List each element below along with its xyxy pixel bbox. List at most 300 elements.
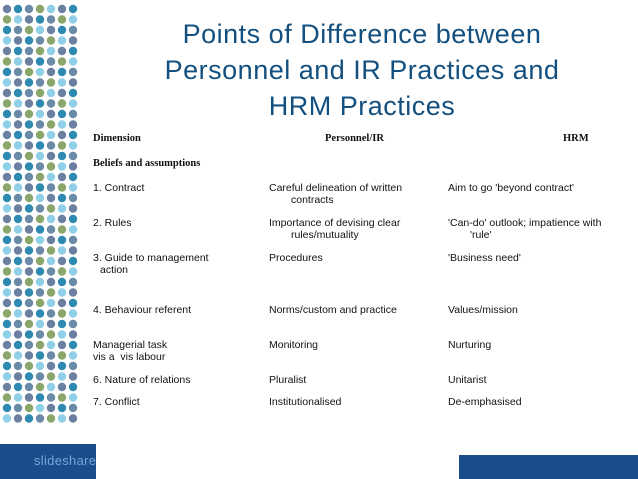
decorative-dot [3,278,11,286]
decorative-dot [58,246,66,254]
decorative-dot [25,47,33,55]
decorative-dot [47,215,55,223]
decorative-dot [3,68,11,76]
decorative-dot [25,299,33,307]
decorative-dot [69,204,77,212]
decorative-dot [47,225,55,233]
decorative-dot [47,236,55,244]
decorative-dot [47,288,55,296]
decorative-dot [58,414,66,422]
cell-hrm: De-emphasised [448,396,522,408]
decorative-dot [47,110,55,118]
decorative-dot [36,162,44,170]
decorative-dot [25,393,33,401]
decorative-dot [3,131,11,139]
header-dimension: Dimension [93,133,141,144]
decorative-dot [14,141,22,149]
decorative-dot [36,15,44,23]
decorative-dot [69,351,77,359]
decorative-dot [25,57,33,65]
decorative-dot [47,183,55,191]
decorative-dot [3,288,11,296]
decorative-dot [36,120,44,128]
decorative-dot [25,120,33,128]
decorative-dot [36,372,44,380]
decorative-dot [69,194,77,202]
decorative-dot [36,99,44,107]
decorative-dot [58,194,66,202]
decorative-dot [3,78,11,86]
decorative-dot [58,68,66,76]
decorative-dot [47,404,55,412]
decorative-dot [58,215,66,223]
decorative-dot [58,5,66,13]
decorative-dot [3,236,11,244]
decorative-dot [69,78,77,86]
decorative-dot [58,362,66,370]
decorative-dot [14,5,22,13]
decorative-dot [58,372,66,380]
decorative-dot [25,257,33,265]
decorative-dot [58,383,66,391]
decorative-dot [36,110,44,118]
decorative-dot [47,120,55,128]
decorative-dot [3,162,11,170]
table-row [93,396,623,416]
decorative-dot [69,57,77,65]
decorative-dot [3,351,11,359]
decorative-dot [36,246,44,254]
decorative-dot [25,194,33,202]
section-label: Beliefs and assumptions [93,158,201,169]
decorative-dot [25,225,33,233]
decorative-dot [47,246,55,254]
decorative-dot [58,152,66,160]
decorative-dot [58,288,66,296]
decorative-dot [36,351,44,359]
decorative-dot [14,162,22,170]
decorative-dot [14,267,22,275]
decorative-dot [58,341,66,349]
decorative-dot [25,309,33,317]
decorative-dot [69,236,77,244]
decorative-dot [3,309,11,317]
decorative-dot [3,341,11,349]
decorative-dot [14,194,22,202]
decorative-dot [58,47,66,55]
decorative-dot [3,267,11,275]
decorative-dot [69,152,77,160]
decorative-dot [14,110,22,118]
decorative-dot [69,414,77,422]
table-row [93,217,623,252]
decorative-dot [47,26,55,34]
decorative-dot [69,5,77,13]
decorative-dot [25,372,33,380]
decorative-dot [14,131,22,139]
cell-personnel: Norms/custom and practice [269,304,397,316]
decorative-dot [47,131,55,139]
decorative-dot [3,204,11,212]
decorative-dot [3,383,11,391]
decorative-dot [14,404,22,412]
decorative-dot [3,120,11,128]
decorative-dot [3,89,11,97]
decorative-dot [58,257,66,265]
title-line: Points of Difference between [182,19,542,49]
decorative-dot [58,393,66,401]
table-row [93,252,623,304]
decorative-dot [47,36,55,44]
decorative-dot [3,47,11,55]
decorative-dot [58,299,66,307]
decorative-dot [36,204,44,212]
decorative-dot [47,351,55,359]
decorative-dot [36,183,44,191]
decorative-dot [36,47,44,55]
decorative-dot [14,47,22,55]
decorative-dot [69,246,77,254]
cell-dimension: Managerial task vis a vis labour [93,339,168,363]
decorative-dot [36,36,44,44]
decorative-dot [69,131,77,139]
decorative-dot [14,372,22,380]
decorative-dot [25,89,33,97]
decorative-dot [25,141,33,149]
decorative-dot [58,330,66,338]
decorative-dot [3,152,11,160]
table-row [93,374,623,396]
decorative-dot [69,225,77,233]
table-row [93,339,623,374]
decorative-dot [58,120,66,128]
decorative-dot [47,57,55,65]
decorative-dot [3,330,11,338]
decorative-dot [58,351,66,359]
decorative-dot [3,372,11,380]
decorative-dot [58,320,66,328]
decorative-dot [3,194,11,202]
decorative-dot [36,141,44,149]
decorative-dot [14,330,22,338]
decorative-dot [14,78,22,86]
decorative-dot [14,309,22,317]
decorative-dot [58,404,66,412]
decorative-dot [58,110,66,118]
decorative-dot [69,99,77,107]
decorative-dot [14,278,22,286]
cell-dimension: 7. Conflict [93,396,140,408]
decorative-dot [69,47,77,55]
decorative-dot [14,393,22,401]
decorative-dot [25,414,33,422]
decorative-dot [69,341,77,349]
decorative-dot [25,36,33,44]
decorative-dot [36,68,44,76]
decorative-dot [36,173,44,181]
decorative-dot [25,204,33,212]
decorative-dot [47,393,55,401]
decorative-dot [69,362,77,370]
decorative-dot [3,215,11,223]
decorative-dot [25,383,33,391]
decorative-dot [25,110,33,118]
decorative-dot [3,173,11,181]
decorative-dot [69,383,77,391]
decorative-dot [69,26,77,34]
decorative-dot [25,320,33,328]
decorative-dot [69,372,77,380]
header-personnel: Personnel/IR [325,133,384,144]
decorative-dot [69,299,77,307]
decorative-dot [3,414,11,422]
decorative-dot [36,362,44,370]
decorative-dot [3,404,11,412]
decorative-dot [69,257,77,265]
decorative-dot [25,173,33,181]
decorative-dot [14,152,22,160]
cell-hrm: 'Business need' [448,252,521,264]
decorative-dot [47,330,55,338]
decorative-dot [47,204,55,212]
decorative-dot [58,26,66,34]
decorative-dot [14,99,22,107]
decorative-dot [25,99,33,107]
decorative-dot [36,225,44,233]
decorative-dot [47,267,55,275]
decorative-dot [25,5,33,13]
decorative-dot [69,141,77,149]
decorative-dot [3,362,11,370]
decorative-dot [14,246,22,254]
decorative-dot [3,26,11,34]
decorative-dot [36,393,44,401]
decorative-dot [36,414,44,422]
decorative-dot [36,5,44,13]
cell-personnel: Institutionalised [269,396,342,408]
cell-hrm: 'Can-do' outlook; impatience with 'rule' [448,217,602,241]
decorative-dot [58,141,66,149]
cell-personnel: Procedures [269,252,323,264]
decorative-dot [47,341,55,349]
decorative-dot [69,215,77,223]
decorative-dot [47,320,55,328]
decorative-dot [69,15,77,23]
comparison-table [93,133,623,416]
decorative-dot [14,120,22,128]
decorative-dot [36,299,44,307]
decorative-dot [25,278,33,286]
decorative-dot [14,320,22,328]
decorative-dot [47,257,55,265]
decorative-dot [14,36,22,44]
decorative-dot [14,236,22,244]
decorative-dot [36,131,44,139]
cell-personnel: Monitoring [269,339,319,351]
decorative-dot [3,15,11,23]
decorative-dot [47,47,55,55]
decorative-dot [69,330,77,338]
decorative-dot [36,383,44,391]
decorative-dot [14,26,22,34]
decorative-dot [25,26,33,34]
table-header-row [93,133,623,158]
decorative-dot [58,236,66,244]
decorative-dot-pattern [2,4,82,424]
cell-personnel: Importance of devising clear rules/mutuality [269,217,401,241]
decorative-dot [25,236,33,244]
decorative-dot [36,57,44,65]
decorative-dot [69,110,77,118]
decorative-dot [14,89,22,97]
decorative-dot [25,362,33,370]
decorative-dot [36,267,44,275]
decorative-dot [69,404,77,412]
decorative-dot [25,15,33,23]
decorative-dot [3,183,11,191]
section-header-row [93,158,623,182]
decorative-dot [3,141,11,149]
decorative-dot [25,330,33,338]
decorative-dot [69,309,77,317]
decorative-dot [36,309,44,317]
decorative-dot [14,362,22,370]
decorative-dot [36,330,44,338]
decorative-dot [69,320,77,328]
cell-personnel: Careful delineation of written contracts [269,182,403,206]
decorative-dot [58,89,66,97]
decorative-dot [36,78,44,86]
decorative-dot [58,131,66,139]
decorative-dot [47,162,55,170]
decorative-dot [36,215,44,223]
decorative-dot [47,372,55,380]
decorative-dot [47,299,55,307]
decorative-dot [36,404,44,412]
decorative-dot [58,278,66,286]
title-line: Personnel and IR Practices and [164,55,560,85]
decorative-dot [14,341,22,349]
cell-hrm: Nurturing [448,339,492,351]
decorative-dot [3,257,11,265]
decorative-dot [47,152,55,160]
decorative-dot [58,173,66,181]
decorative-dot [25,215,33,223]
decorative-dot [14,225,22,233]
decorative-dot [3,99,11,107]
header-hrm: HRM [563,133,589,144]
decorative-dot [25,162,33,170]
decorative-dot [47,362,55,370]
decorative-dot [3,299,11,307]
decorative-dot [69,120,77,128]
decorative-dot [69,278,77,286]
slideshare-logo: slideshare [34,453,97,468]
decorative-dot [25,246,33,254]
decorative-dot [58,267,66,275]
cell-hrm: Unitarist [448,374,487,386]
decorative-dot [47,5,55,13]
cell-dimension: 1. Contract [93,182,145,194]
decorative-dot [36,89,44,97]
table-row [93,182,623,217]
decorative-dot [58,204,66,212]
decorative-dot [36,341,44,349]
decorative-dot [58,57,66,65]
decorative-dot [47,141,55,149]
decorative-dot [69,89,77,97]
cell-dimension: 3. Guide to management action [93,252,209,276]
decorative-dot [47,89,55,97]
decorative-dot [3,246,11,254]
decorative-dot [3,393,11,401]
decorative-dot [69,68,77,76]
decorative-dot [14,257,22,265]
decorative-dot [14,383,22,391]
decorative-dot [25,351,33,359]
decorative-dot [69,183,77,191]
slide-title [92,16,632,124]
decorative-dot [69,162,77,170]
decorative-dot [14,204,22,212]
footer-bar-right [459,455,638,479]
decorative-dot [14,15,22,23]
decorative-dot [47,68,55,76]
decorative-dot [69,173,77,181]
decorative-dot [3,5,11,13]
decorative-dot [14,414,22,422]
decorative-dot [47,278,55,286]
decorative-dot [25,131,33,139]
decorative-dot [69,393,77,401]
decorative-dot [3,110,11,118]
decorative-dot [25,267,33,275]
decorative-dot [36,278,44,286]
decorative-dot [14,299,22,307]
decorative-dot [25,152,33,160]
decorative-dot [58,183,66,191]
decorative-dot [3,320,11,328]
decorative-dot [14,351,22,359]
decorative-dot [36,152,44,160]
decorative-dot [25,341,33,349]
footer-bar-left [0,444,96,479]
decorative-dot [58,309,66,317]
decorative-dot [58,36,66,44]
decorative-dot [36,288,44,296]
decorative-dot [47,78,55,86]
decorative-dot [25,68,33,76]
decorative-dot [58,15,66,23]
decorative-dot [36,194,44,202]
decorative-dot [14,215,22,223]
decorative-dot [25,404,33,412]
decorative-dot [25,288,33,296]
decorative-dot [58,162,66,170]
decorative-dot [47,99,55,107]
decorative-dot [69,288,77,296]
decorative-dot [25,183,33,191]
decorative-dot [25,78,33,86]
decorative-dot [47,173,55,181]
decorative-dot [14,173,22,181]
decorative-dot [14,68,22,76]
cell-hrm: Aim to go 'beyond contract' [448,182,574,194]
cell-dimension: 4. Behaviour referent [93,304,192,316]
cell-personnel: Pluralist [269,374,307,386]
decorative-dot [47,383,55,391]
decorative-dot [47,414,55,422]
